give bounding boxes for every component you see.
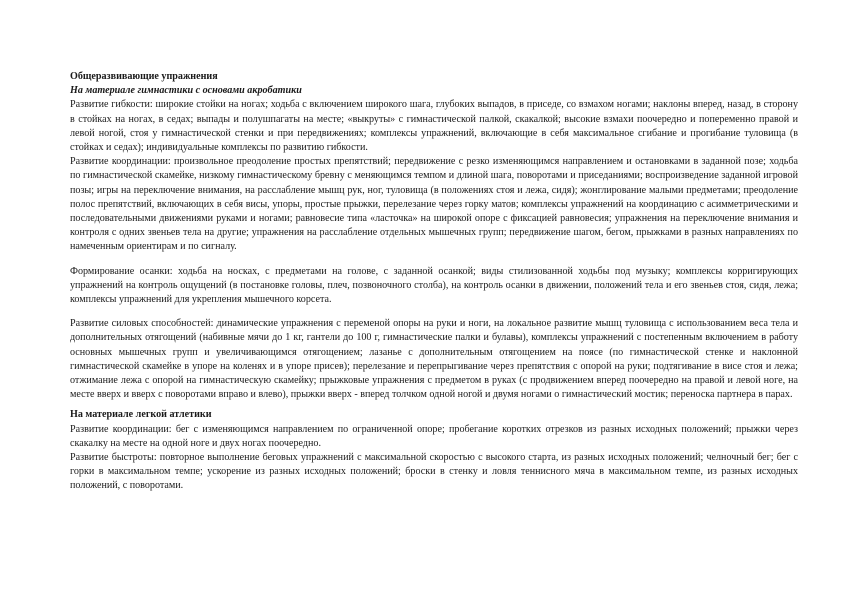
paragraph-posture: Формирование осанки: ходьба на носках, с предметами на голове, с заданной осанкой; виды стилизованной ходьбы под музыку; комплексы корригирующих упражнений на контроль ощущений (в постановке головы, плеч, позвоночного столба), на контроль осанки в движении, положений тела и его звеньев стоя, сидя, лежа; комплексы упражнений для укрепления мышечного корсета.	[70, 265, 798, 306]
athletics-heading: На материале легкой атлетики	[70, 409, 212, 421]
paragraph-athletics-speed: Развитие быстроты: повторное выполнение беговых упражнений с максимальной скоростью с высокого старта, из разных исходных положений; челночный бег; бег с горки в максимальном темпе; ускорение из разных исходных положений; броски в стенку и ловля теннисного мяча в максимальном темпе, из разных исходных положений, с поворотами.	[70, 452, 798, 492]
paragraph-strength: Развитие силовых способностей: динамические упражнения с переменой опоры на руки и ноги, на локальное развитие мышц туловища с использованием веса тела и дополнительных отягощений (набивные мячи до 1 кг, гантели до 100 г, гимнастические палки и булавы), комплексы упражнений с постепенным включением в работу основных мышечных групп и увеличивающимся отягощением; лазанье с дополнительным отягощением на поясе (по гимнастической стенке и наклонной гимнастической скамейке в упоре на коленях и в упоре присев); перелезание и перепрыгивание через препятствия с опорой на руки; подтягивание в висе стоя и лежа; отжимание лежа с опорой на гимнастическую скамейку; прыжковые упражнения с предметом в руках (с продвижением вперед поочередно на правой и левой ноге, на месте вверх и вверх с поворотами вправо и влево), прыжки вверх - вперед толчком одной ногой и двумя ногами о гимнастический мостик; переноска партнера в парах.	[70, 318, 798, 401]
paragraph-flexibility: Развитие гибкости: широкие стойки на ногах; ходьба с включением широкого шага, глубоких выпадов, в приседе, со взмахом ногами; наклоны вперед, назад, в сторону в стойках на ногах, в седах; выпады и полушпагаты на месте; «выкруты» с гимнастической палкой, скакалкой; высокие взмахи поочередно и попеременно правой и левой ногой, стоя у гимнастической стенки и при передвижениях; комплексы упражнений, включающие в себя максимальное сгибание и прогибание туловища (в стойках и седах); индивидуальные комплексы по развитию гибкости.	[70, 99, 798, 154]
spacer	[70, 307, 798, 317]
document-page	[70, 70, 798, 494]
section-subheading: На материале гимнастики с основами акробатики	[70, 85, 302, 97]
section-heading: Общеразвивающие упражнения	[70, 71, 218, 82]
paragraph-coordination: Развитие координации: произвольное преодоление простых препятствий; передвижение с резко изменяющимся направлением и остановками в заданной позе; ходьба по гимнастической скамейке, низкому гимнастическому бревну с меняющимся темпом и длиной шага, поворотами и приседаниями; воспроизведение заданной игровой позы; игры на переключение внимания, на расслабление мышц рук, ног, туловища (в положениях стоя и лежа, сидя); жонглирование малыми предметами; преодоление полос препятствий, включающих в себя висы, упоры, простые прыжки, перелезание через горку матов; комплексы упражнений на координацию с асимметрическими и последовательными движениями руками и ногами; равновесие типа «ласточка» на широкой опоре с фиксацией равновесия; упражнения на переключение внимания и контроля с одних звеньев тела на другие; упражнения на расслабление отдельных мышечных групп; передвижение шагом, бегом, прыжками в разных направлениях по намеченным ориентирам и по сигналу.	[70, 156, 798, 253]
spacer	[70, 255, 798, 265]
paragraph-athletics-coordination: Развитие координации: бег с изменяющимся направлением по ограниченной опоре; пробегание коротких отрезков из разных исходных положений; прыжки через скакалку на месте на одной ноге и двух ногах поочередно.	[70, 423, 798, 449]
